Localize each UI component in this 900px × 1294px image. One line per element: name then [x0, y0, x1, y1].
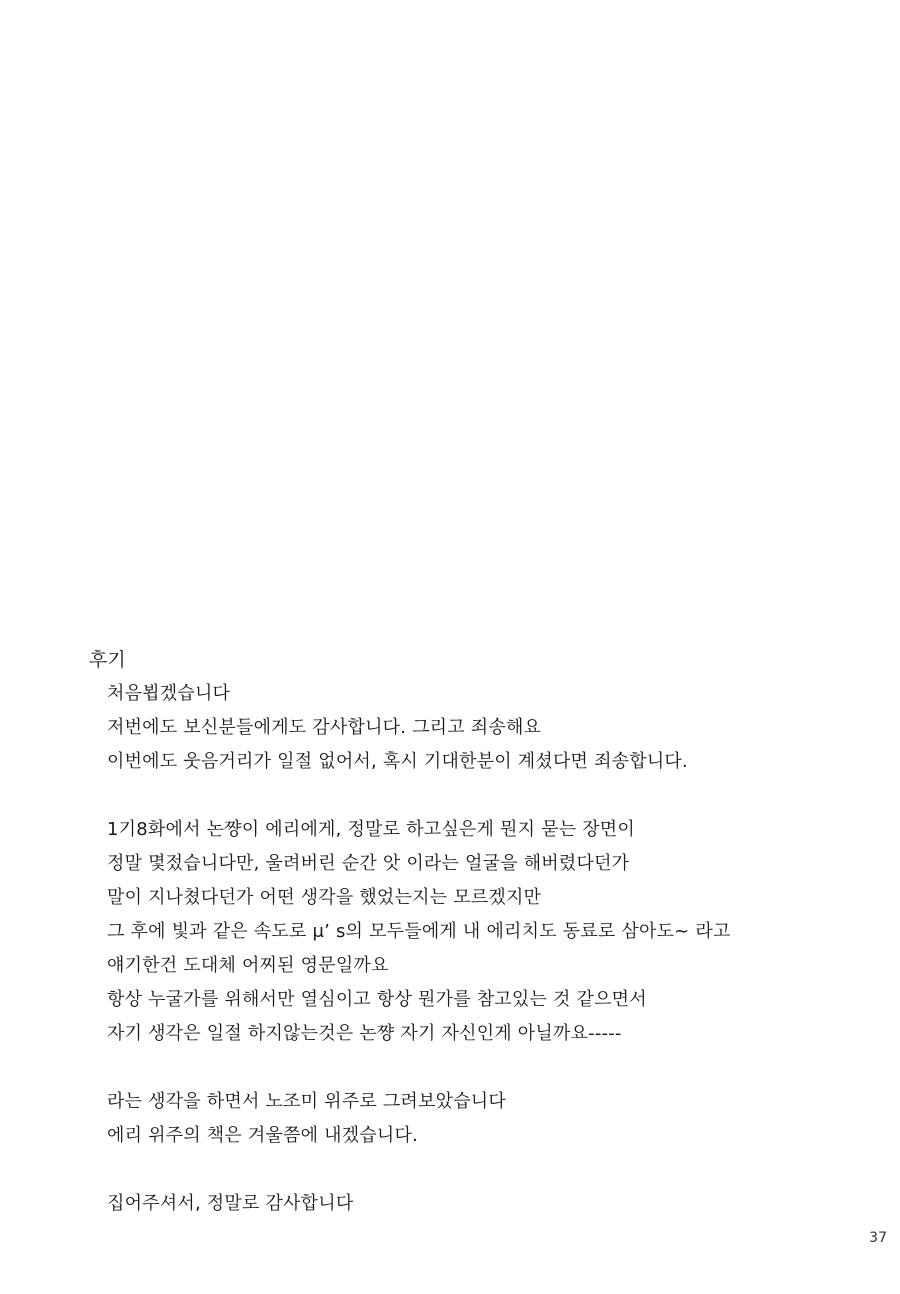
- afterword-line: 말이 지나쳤다던가 어떤 생각을 했었는지는 모르겠지만: [107, 887, 542, 908]
- afterword-line: 에리 위주의 책은 겨울쯤에 내겠습니다.: [107, 1125, 419, 1146]
- afterword-line: 이번에도 웃음거리가 일절 없어서, 혹시 기대한분이 계셨다면 죄송합니다.: [107, 751, 688, 772]
- page-number: 37: [869, 1230, 887, 1246]
- afterword-line: 정말 몇젔습니다만, 울려버린 순간 앗 이라는 얼굴을 해버렸다던가: [107, 853, 630, 874]
- afterword-line: 그 후에 빛과 같은 속도로 μ’ s의 모두들에게 내 에리치도 동료로 삼아도~ 라고: [107, 921, 731, 942]
- afterword-line: 1기8화에서 논쨩이 에리에게, 정말로 하고싶은게 뭔지 묻는 장면이: [107, 819, 635, 840]
- afterword-line: 라는 생각을 하면서 노조미 위주로 그려보았습니다: [107, 1091, 506, 1112]
- afterword-line: 자기 생각은 일절 하지않는것은 논쨩 자기 자신인게 아닐까요-----: [107, 1023, 622, 1044]
- afterword-title: 후기: [89, 649, 126, 671]
- afterword-line: 처음뵙겠습니다: [107, 683, 231, 704]
- afterword-line: 얘기한건 도대체 어찌된 영문일까요: [107, 955, 389, 976]
- afterword-line: 집어주셔서, 정말로 감사합니다: [107, 1193, 354, 1214]
- afterword-line: 항상 누굴가를 위해서만 열심이고 항상 뭔가를 참고있는 것 같으면서: [107, 989, 647, 1010]
- afterword-line: 저번에도 보신분들에게도 감사합니다. 그리고 죄송해요: [107, 717, 542, 738]
